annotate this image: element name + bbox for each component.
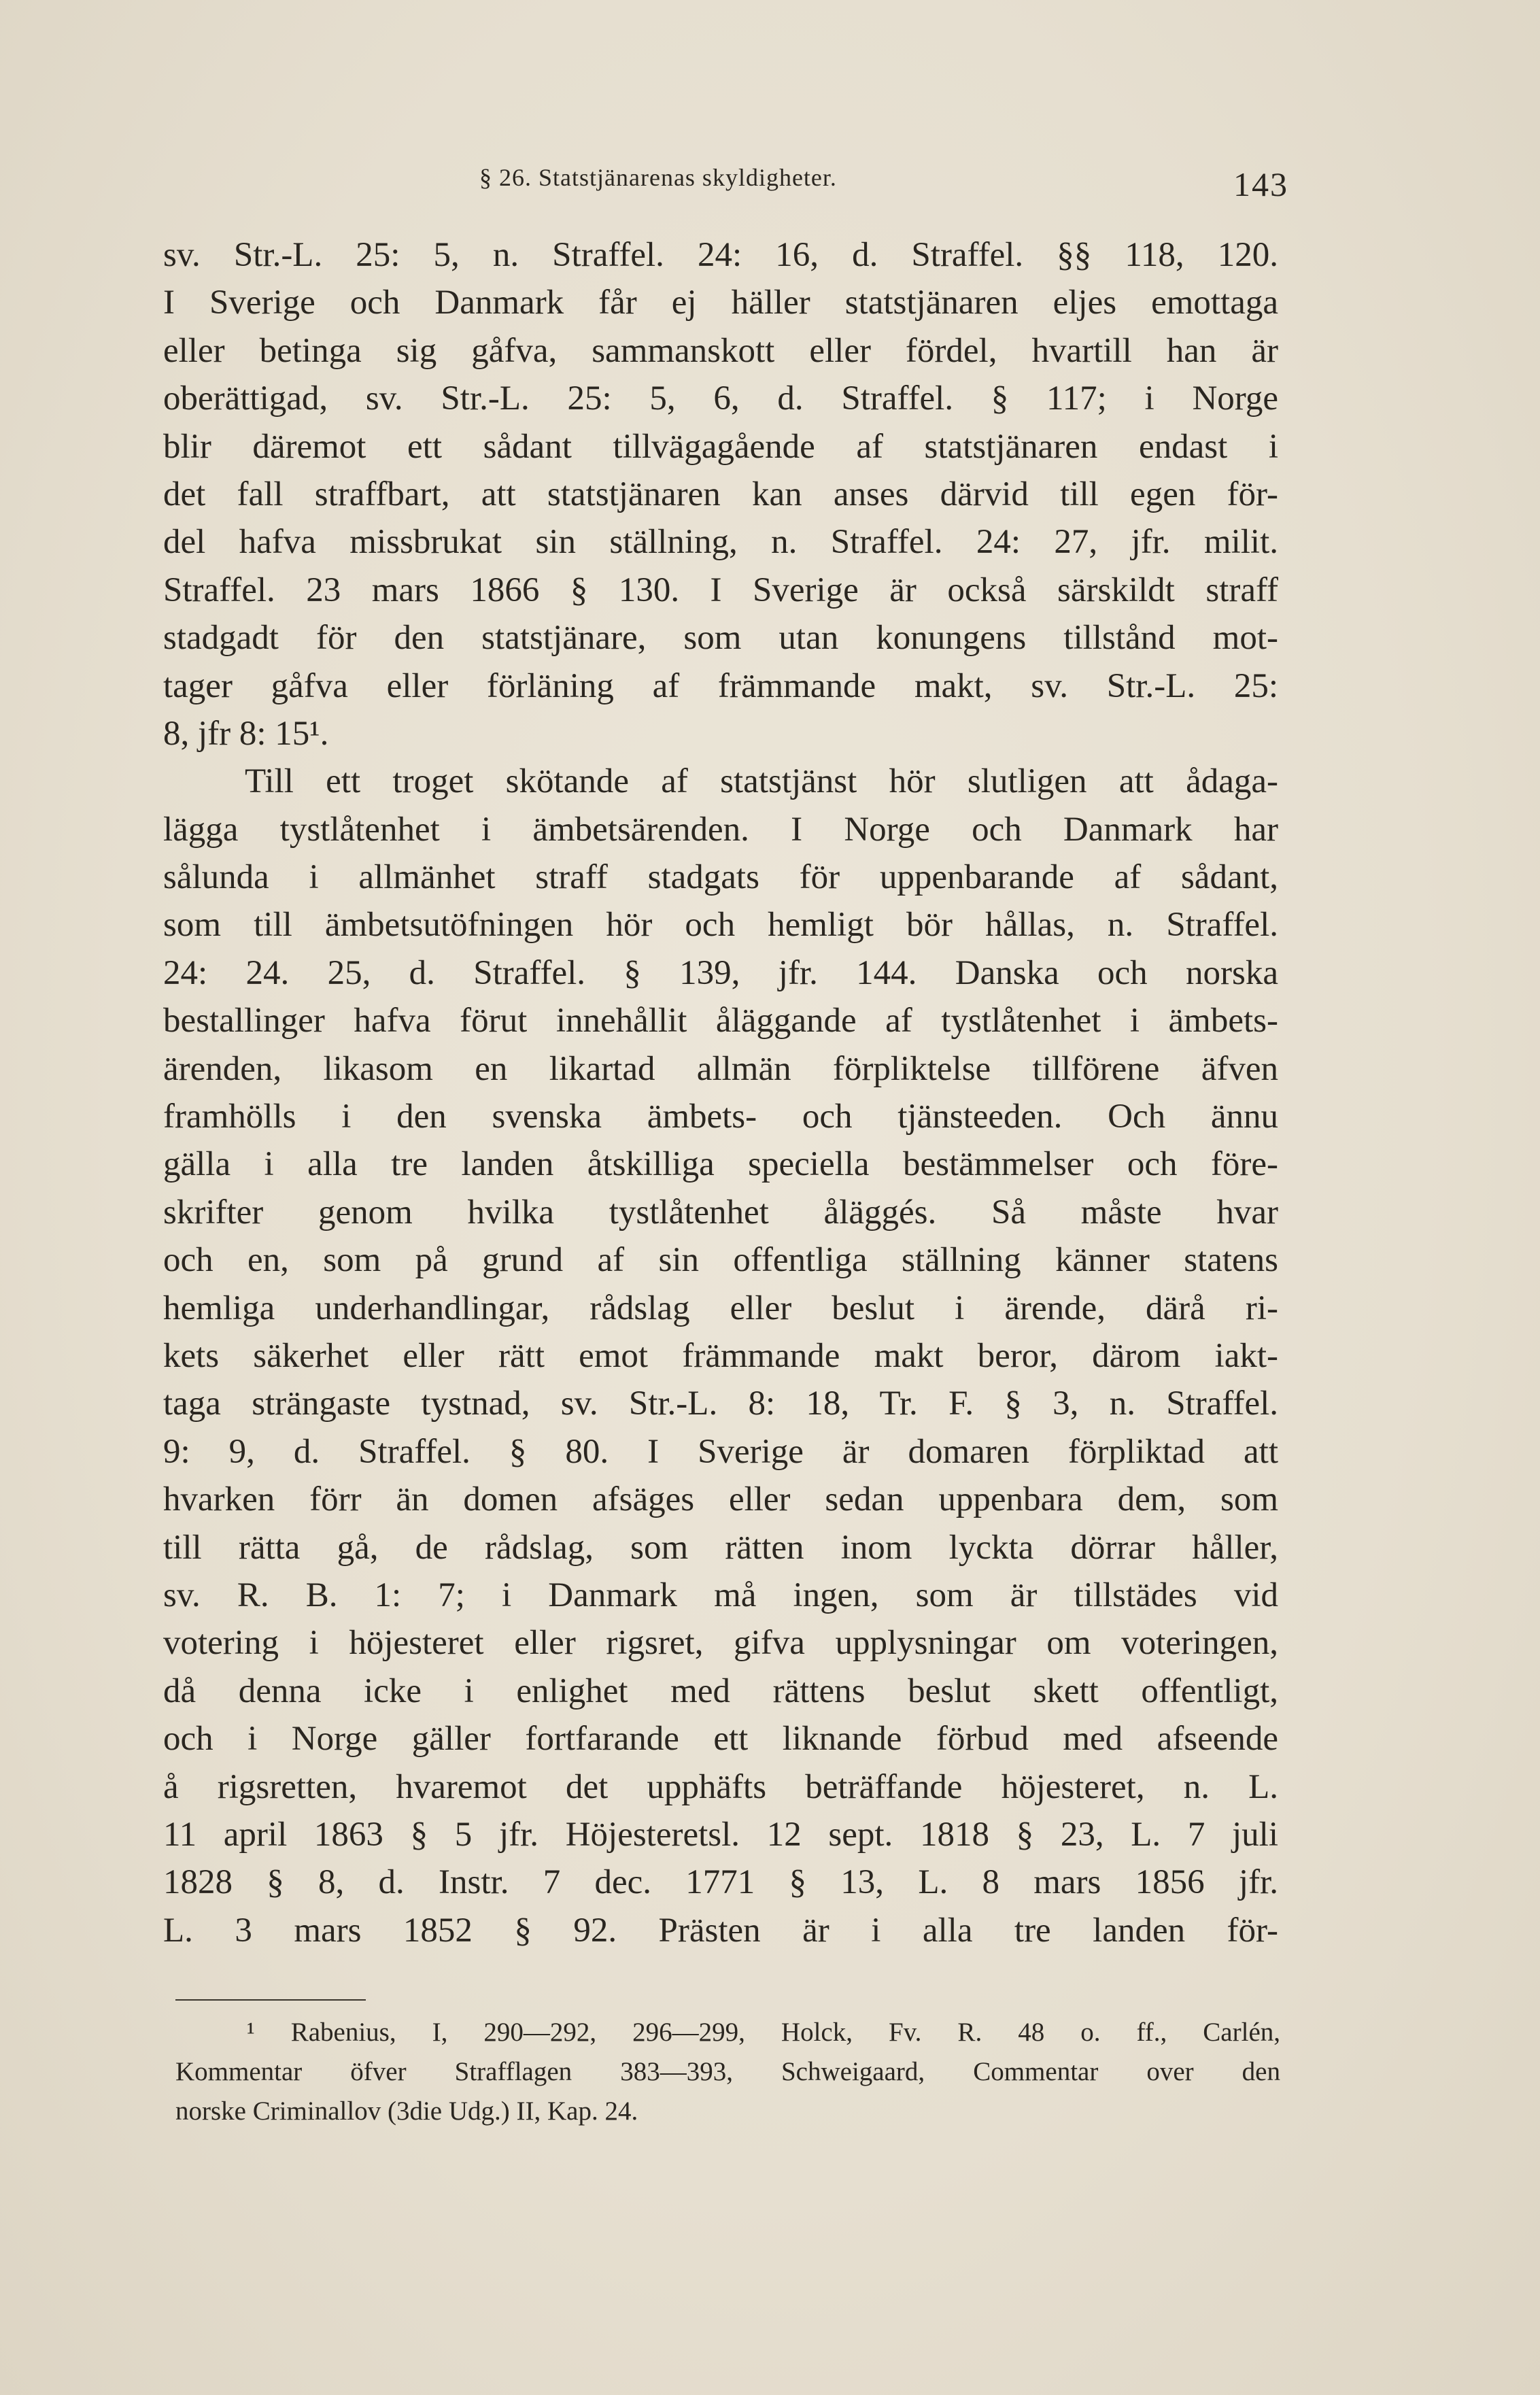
text-line: sv. R. B. 1: 7; i Danmark må ingen, som är tillstädes vid xyxy=(163,1576,1278,1614)
text-line: sålunda i allmänhet straff stadgats för uppenbarande af sådant, xyxy=(163,858,1278,897)
page-header xyxy=(167,158,1288,212)
running-head: § 26. Statstjänarenas skyldigheter. xyxy=(479,164,837,191)
text-line: gälla i alla tre landen åtskilliga speciella bestämmelser och före- xyxy=(163,1145,1278,1184)
text-line: ärenden, likasom en likartad allmän förpliktelse tillförene äfven xyxy=(163,1049,1278,1088)
text-line: då denna icke i enlighet med rättens beslut skett offentligt, xyxy=(163,1671,1278,1710)
text-line: och en, som på grund af sin offentliga ställning känner statens xyxy=(163,1241,1278,1280)
footnote-divider xyxy=(175,1999,366,2001)
text-line: L. 3 mars 1852 § 92. Prästen är i alla tre landen för- xyxy=(163,1911,1278,1950)
page-number: 143 xyxy=(1233,165,1288,203)
text-line: till rätta gå, de rådslag, som rätten inom lyckta dörrar håller, xyxy=(163,1528,1278,1567)
text-line: stadgadt för den statstjänare, som utan konungens tillstånd mot- xyxy=(163,619,1278,658)
footnote-line: ¹ Rabenius, I, 290—292, 296—299, Holck, Fv. R. 48 o. ff., Carlén, xyxy=(247,2018,1280,2047)
text-line: del hafva missbrukat sin ställning, n. Straffel. 24: 27, jfr. milit. xyxy=(163,523,1278,562)
text-line: lägga tystlåtenhet i ämbetsärenden. I Norge och Danmark har xyxy=(163,810,1278,849)
text-line: skrifter genom hvilka tystlåtenhet åläggés. Så måste hvar xyxy=(163,1193,1278,1232)
footnote-line: Kommentar öfver Strafflagen 383—393, Schweigaard, Commentar over den xyxy=(175,2057,1280,2086)
text-line: 24: 24. 25, d. Straffel. § 139, jfr. 144. Danska och norska xyxy=(163,953,1278,992)
text-line: framhölls i den svenska ämbets- och tjänsteeden. Och ännu xyxy=(163,1098,1278,1136)
text-line: som till ämbetsutöfningen hör och hemligt bör hållas, n. Straffel. xyxy=(163,906,1278,945)
text-line: kets säkerhet eller rätt emot främmande makt beror, därom iakt- xyxy=(163,1336,1278,1375)
text-line: 9: 9, d. Straffel. § 80. I Sverige är domaren förpliktad att xyxy=(163,1432,1278,1471)
text-line: 11 april 1863 § 5 jfr. Höjesteretsl. 12 sept. 1818 § 23, L. 7 juli xyxy=(163,1815,1278,1854)
text-line: taga strängaste tystnad, sv. Str.-L. 8: 18, Tr. F. § 3, n. Straffel. xyxy=(163,1385,1278,1423)
footnotes xyxy=(175,2013,1280,2131)
text-line: sv. Str.-L. 25: 5, n. Straffel. 24: 16, d. Straffel. §§ 118, 120. xyxy=(163,236,1278,274)
text-line: å rigsretten, hvaremot det upphäfts beträffande höjesteret, n. L. xyxy=(163,1767,1278,1806)
text-line: I Sverige och Danmark får ej häller statstjänaren eljes emottaga xyxy=(163,284,1278,322)
text-line: Straffel. 23 mars 1866 § 130. I Sverige är också särskildt straff xyxy=(163,571,1278,609)
text-line: hemliga underhandlingar, rådslag eller beslut i ärende, därå ri- xyxy=(163,1289,1278,1327)
text-line: bestallinger hafva förut innehållit åläggande af tystlåtenhet i ämbets- xyxy=(163,1002,1278,1040)
footnote-line: norske Criminallov (3die Udg.) II, Kap. 24. xyxy=(175,2096,638,2126)
text-line: 8, jfr 8: 15¹. xyxy=(163,714,329,753)
text-line: votering i höjesteret eller rigsret, gifva upplysningar om voteringen, xyxy=(163,1624,1278,1663)
text-line: eller betinga sig gåfva, sammanskott eller fördel, hvartill han är xyxy=(163,331,1278,370)
text-line: tager gåfva eller förläning af främmande makt, sv. Str.-L. 25: xyxy=(163,666,1278,705)
text-line: blir däremot ett sådant tillvägagående af statstjänaren endast i xyxy=(163,427,1278,466)
text-line: 1828 § 8, d. Instr. 7 dec. 1771 § 13, L. 8 mars 1856 jfr. xyxy=(163,1863,1278,1902)
text-line: oberättigad, sv. Str.-L. 25: 5, 6, d. Straffel. § 117; i Norge xyxy=(163,379,1278,418)
paragraph-start-line: Till ett troget skötande af statstjänst hör slutligen att ådaga- xyxy=(245,762,1278,801)
text-line: det fall straffbart, att statstjänaren kan anses därvid till egen för- xyxy=(163,475,1278,513)
text-line: och i Norge gäller fortfarande ett liknande förbud med afseende xyxy=(163,1720,1278,1759)
text-line: hvarken förr än domen afsäges eller sedan uppenbara dem, som xyxy=(163,1480,1278,1519)
main-text xyxy=(163,231,1278,1954)
